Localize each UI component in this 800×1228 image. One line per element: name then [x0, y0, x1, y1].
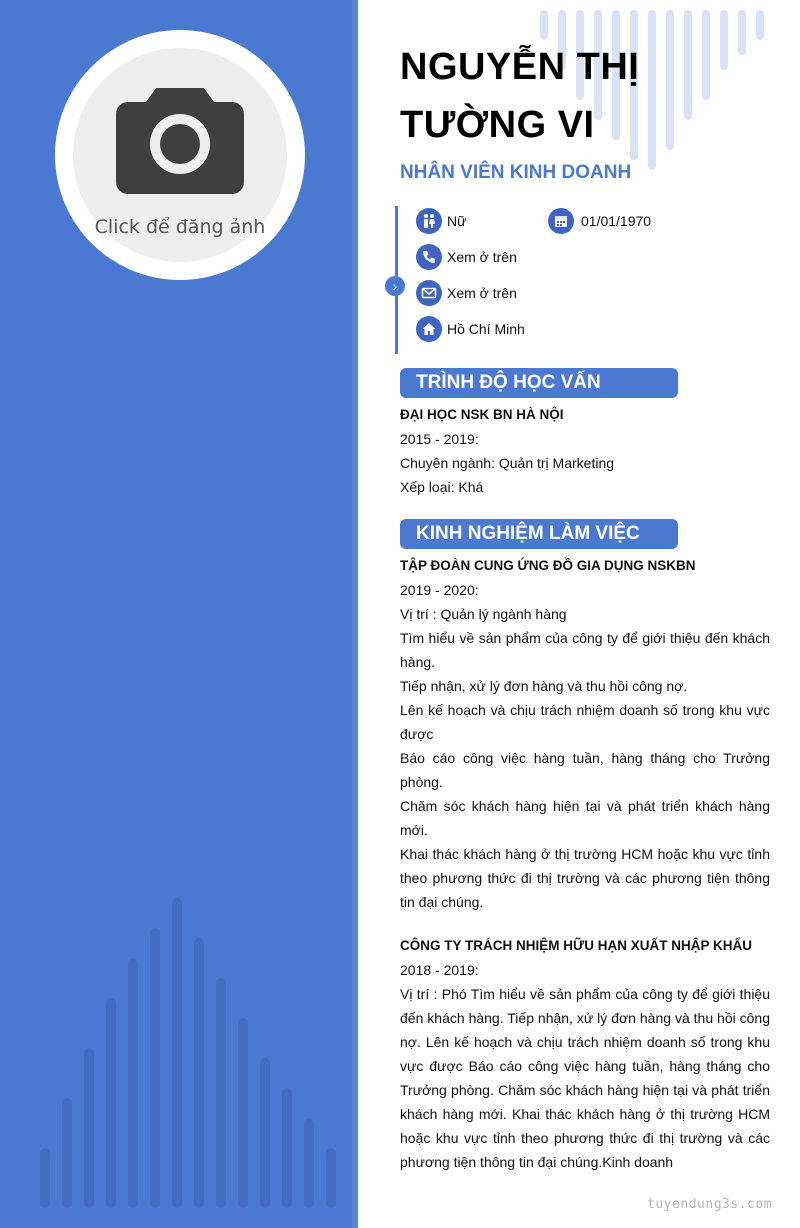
education-heading: TRÌNH ĐỘ HỌC VẤN: [400, 368, 678, 398]
job-1-position: Vị trí : Quản lý ngành hàng: [400, 606, 567, 622]
job-2-company: CÔNG TY TRÁCH NHIỆM HỮU HẠN XUẤT NHẬP KHẨU: [400, 938, 752, 953]
photo-caption: Click để đăng ảnh: [94, 216, 266, 238]
info-birthday: [548, 208, 651, 234]
job-1-duty: Khai thác khách hàng ở thị trường HCM hoặc khu vực tỉnh theo phương thức đi thị trường và các phương tiện thông tin đại chúng.: [400, 846, 770, 910]
experience-job-2: [400, 934, 770, 1174]
job-1-duty: Tìm hiểu về sản phẩm của công ty để giới thiệu đến khách hàng.: [400, 630, 770, 670]
phone-icon: [416, 244, 442, 270]
decorative-bars: [40, 888, 358, 1208]
info-phone: [416, 244, 517, 270]
address-value: Hồ Chí Minh: [447, 321, 525, 337]
candidate-name: [400, 38, 639, 154]
school-name: ĐẠI HỌC NSK BN HÀ NỘI: [400, 407, 564, 422]
education-grade: Xếp loại: Khá: [400, 479, 484, 495]
info-address: [416, 316, 525, 342]
job-1-duty: Chăm sóc khách hàng hiện tại và phát triển khách hàng mới.: [400, 798, 770, 838]
watermark: tuyendung3s.com: [647, 1197, 772, 1212]
education-major: Chuyên ngành: Quản trị Marketing: [400, 455, 615, 471]
camera-icon: [116, 82, 244, 194]
mail-icon: [416, 280, 442, 306]
job-1-duty: Lên kế hoạch và chịu trách nhiệm doanh số trong khu vực được: [400, 702, 770, 742]
name-line-1: NGUYỄN THỊ: [400, 46, 640, 88]
education-period: 2015 - 2019:: [400, 431, 479, 447]
info-gender: [416, 208, 466, 234]
gender-icon: [416, 208, 442, 234]
job-1-duty: Tiếp nhận, xử lý đơn hàng và thu hồi công nợ.: [400, 678, 688, 694]
education-section: [400, 403, 770, 499]
photo-upload[interactable]: [55, 30, 305, 280]
job-1-period: 2019 - 2020:: [400, 582, 479, 598]
gender-value: Nữ: [447, 213, 467, 229]
home-icon: [416, 316, 442, 342]
email-value: Xem ở trên: [447, 285, 517, 301]
job-2-description: Vị trí : Phó Tìm hiểu về sản phẩm của công ty để giới thiệu đến khách hàng. Tiếp nhận, xử lý đơn hàng và thu hồi công nợ. Lên kế hoạch và chịu trách nhiệm doanh số trong khu vực được Báo cáo công việc hàng tuần, hàng tháng cho Trưởng phòng. Chăm sóc khách hàng hiện tại và phát triển khách hàng mới. Khai thác khách hàng ở thị trường HCM hoặc khu vực tỉnh theo phương thức đi thị trường và các phương tiện thông tin đại chúng.Kinh doanh: [400, 986, 770, 1170]
job-1-company: TẬP ĐOÀN CUNG ỨNG ĐỒ GIA DỤNG NSKBN: [400, 558, 696, 573]
job-2-period: 2018 - 2019:: [400, 962, 479, 978]
sidebar: [0, 0, 358, 1228]
info-email: [416, 280, 517, 306]
job-1-duty: Báo cáo công việc hàng tuần, hàng tháng cho Trưởng phòng.: [400, 750, 770, 790]
calendar-icon: [548, 208, 574, 234]
experience-job-1: [400, 554, 770, 914]
phone-value: Xem ở trên: [447, 249, 517, 265]
birthday-value: 01/01/1970: [581, 213, 652, 229]
experience-heading: KINH NGHIỆM LÀM VIỆC: [400, 519, 678, 549]
job-title: NHÂN VIÊN KINH DOANH: [400, 162, 632, 183]
name-line-2: TƯỜNG VI: [400, 104, 595, 146]
photo-placeholder[interactable]: [73, 48, 287, 262]
chevron-right-icon[interactable]: ›: [385, 276, 405, 296]
